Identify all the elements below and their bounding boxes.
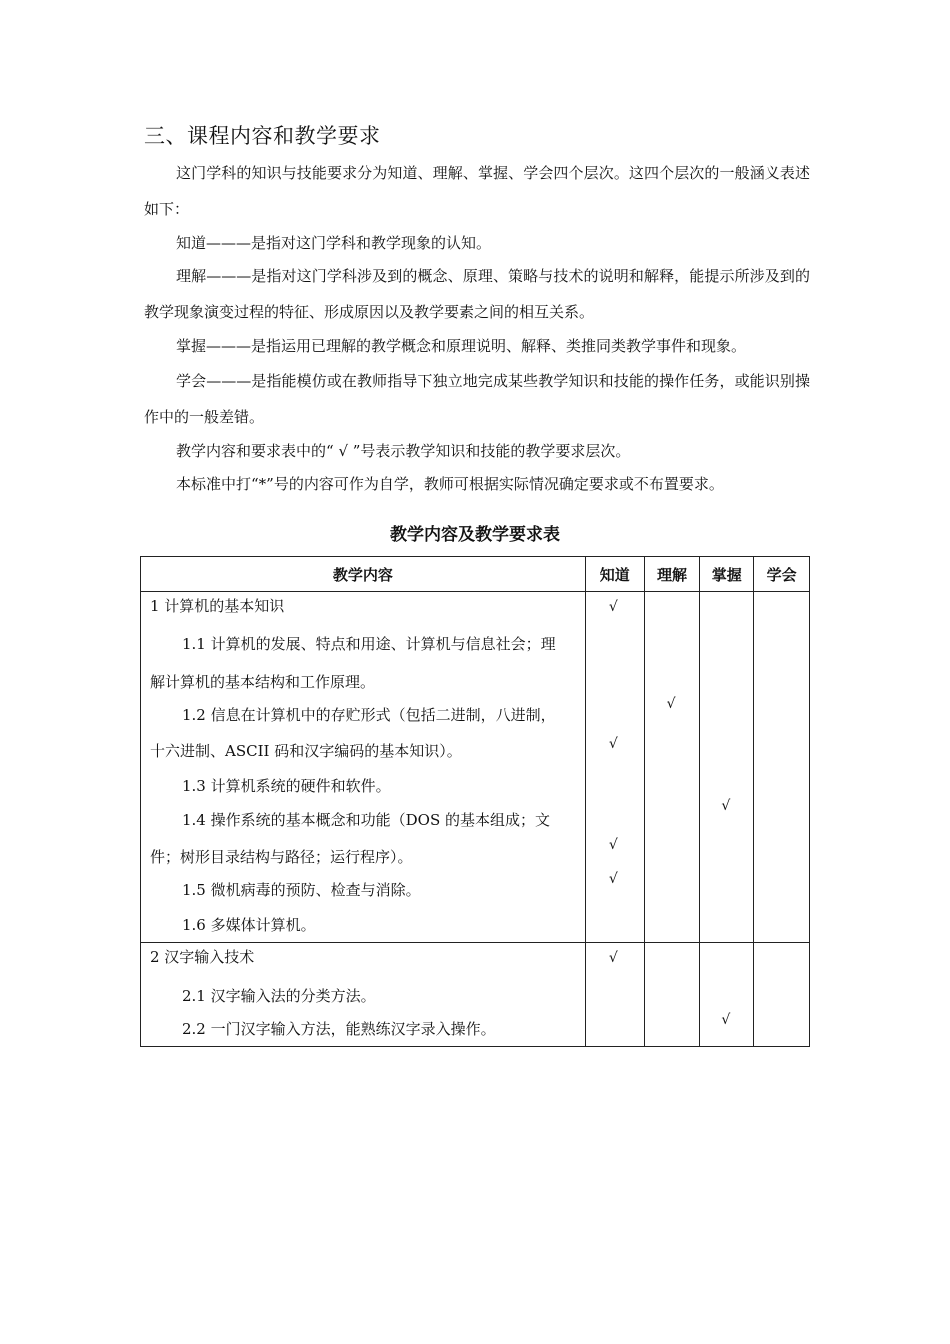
table-row [141, 943, 810, 1047]
item-1-4-line1: 1.4 操作系统的基本概念和功能（DOS 的基本组成；文 [182, 811, 550, 829]
paragraph-learn: 学会———是指能模仿或在教师指导下独立地完成某些教学知识和技能的操作任务，或能识别操作中的一般差错。 [144, 372, 810, 426]
section2-content-cell [141, 943, 586, 1047]
check-mark: √ [608, 837, 618, 853]
section1-know-cell [585, 592, 644, 943]
item-1-1-line2: 解计算机的基本结构和工作原理。 [150, 673, 376, 691]
item-1-5: 1.5 微机病毒的预防、检查与消除。 [182, 881, 421, 899]
section-heading: 三、课程内容和教学要求 [144, 124, 381, 148]
item-2-1: 2.1 汉字输入法的分类方法。 [182, 987, 376, 1005]
item-1-4-line2: 件；树形目录结构与路径；运行程序）。 [150, 848, 413, 866]
paragraph-master: 掌握———是指运用已理解的教学概念和原理说明、解释、类推同类教学事件和现象。 [176, 337, 747, 355]
section1-learn-cell [754, 592, 810, 943]
table-header-row [141, 557, 810, 592]
section2-learn-cell [754, 943, 810, 1047]
check-mark: √ [608, 599, 618, 615]
item-1-6: 1.6 多媒体计算机。 [182, 916, 316, 934]
section1-content-cell [141, 592, 586, 943]
header-content: 教学内容 [141, 557, 586, 592]
requirements-table [140, 556, 810, 1047]
section1-master-cell [700, 592, 754, 943]
item-1-3: 1.3 计算机系统的硬件和软件。 [182, 777, 391, 795]
paragraph-self-study: 本标准中打“*”号的内容可作为自学，教师可根据实际情况确定要求或不布置要求。 [176, 475, 724, 493]
paragraph-levels-intro: 这门学科的知识与技能要求分为知道、理解、掌握、学会四个层次。这四个层次的一般涵义表述如下： [144, 164, 810, 218]
paragraph-check-meaning: 教学内容和要求表中的“ √ ”号表示教学知识和技能的教学要求层次。 [176, 442, 631, 460]
section1-understand-cell [644, 592, 700, 943]
check-mark: √ [721, 798, 731, 814]
section2-master-cell [700, 943, 754, 1047]
header-understand: 理解 [644, 557, 700, 592]
header-master: 掌握 [700, 557, 754, 592]
check-mark: √ [608, 871, 618, 887]
section2-understand-cell [644, 943, 700, 1047]
check-mark: √ [721, 1012, 731, 1028]
check-mark: √ [666, 696, 676, 712]
item-1-1-line1: 1.1 计算机的发展、特点和用途、计算机与信息社会；理 [182, 635, 556, 653]
check-mark: √ [608, 950, 618, 966]
section2-know-cell [585, 943, 644, 1047]
item-2-2: 2.2 一门汉字输入方法，能熟练汉字录入操作。 [182, 1020, 496, 1038]
header-learn: 学会 [754, 557, 810, 592]
item-1-2-line2: 十六进制、ASCII 码和汉字编码的基本知识）。 [150, 742, 462, 760]
section1-title: 1 计算机的基本知识 [150, 597, 285, 615]
item-1-2-line1: 1.2 信息在计算机中的存贮形式（包括二进制，八进制， [182, 706, 556, 724]
paragraph-understand: 理解———是指对这门学科涉及到的概念、原理、策略与技术的说明和解释，能提示所涉及到的教学现象演变过程的特征、形成原因以及教学要素之间的相互关系。 [144, 267, 810, 321]
header-know: 知道 [585, 557, 644, 592]
table-title: 教学内容及教学要求表 [390, 525, 560, 545]
paragraph-know: 知道———是指对这门学科和教学现象的认知。 [176, 234, 492, 252]
section2-title: 2 汉字输入技术 [150, 948, 255, 966]
check-mark: √ [608, 736, 618, 752]
table-row [141, 592, 810, 943]
